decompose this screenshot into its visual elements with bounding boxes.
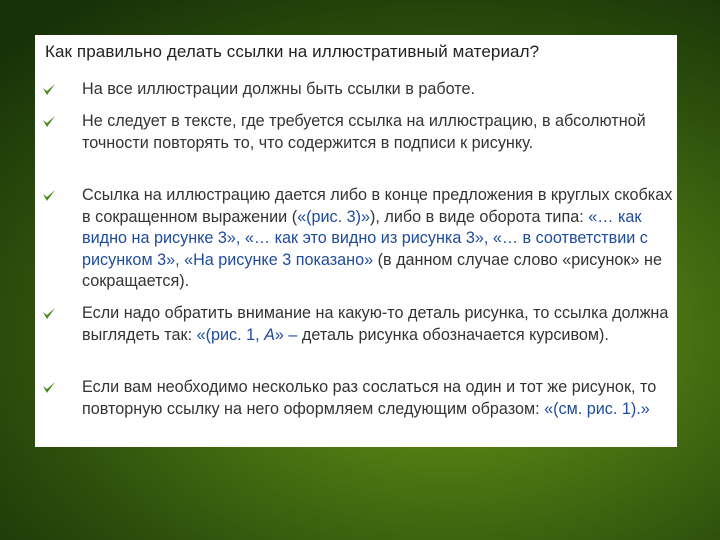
figure-reference-example: «(см. рис. 1).» [544, 399, 650, 418]
bullet-1-text: На все иллюстрации должны быть ссылки в работе. [82, 80, 475, 98]
figure-reference-end: » – [274, 325, 298, 344]
checkmark-icon [42, 307, 56, 321]
bullet-3-text-part3: (в данном случае слово «рисунок» не сокращается). [82, 250, 662, 290]
slide-content-panel [35, 35, 677, 447]
bullet-text [82, 377, 674, 420]
bullet-4-text-part1: Если надо обратить внимание на какую-то деталь рисунка, то ссылка должна выглядеть так: [82, 304, 669, 344]
bullet-5-text-part1: Если вам необходимо несколько раз сослаться на один и тот же рисунок, то повторную ссылку на него оформляем следующим образом: [82, 378, 657, 418]
bullet-4-text-part2: деталь рисунка обозначается курсивом). [297, 325, 609, 344]
slide-title: Как правильно делать ссылки на иллюстративный материал? [45, 42, 540, 61]
bullet-text [82, 79, 674, 101]
figure-reference-start: «(рис. 1, [196, 325, 265, 344]
bullet-text [82, 185, 674, 293]
figure-reference-italic-detail: А [264, 325, 275, 344]
bullet-text [82, 111, 674, 154]
bullet-text [82, 303, 674, 346]
figure-reference-example: «(рис. 3)» [297, 207, 371, 226]
bullet-2-text: Не следует в тексте, где требуется ссылка на иллюстрацию, в абсолютной точности повторять то, что содержится в подписи к рисунку. [82, 112, 646, 152]
bullet-3-text-part1: Ссылка на иллюстрацию дается либо в конце предложения в круглых скобках в сокращенном выражении ( [82, 186, 673, 226]
checkmark-icon [42, 189, 56, 203]
figure-reference-phrases: «… как видно на рисунке 3», «… как это видно из рисунка 3», «… в соответствии с рисунком 3», «На рисунке 3 показано» [82, 207, 648, 269]
bullet-3-text-part2: ), либо в виде оборота типа: [370, 207, 589, 226]
checkmark-icon [42, 83, 56, 97]
checkmark-icon [42, 115, 56, 129]
checkmark-icon [42, 381, 56, 395]
figure-reference-example [197, 326, 298, 344]
